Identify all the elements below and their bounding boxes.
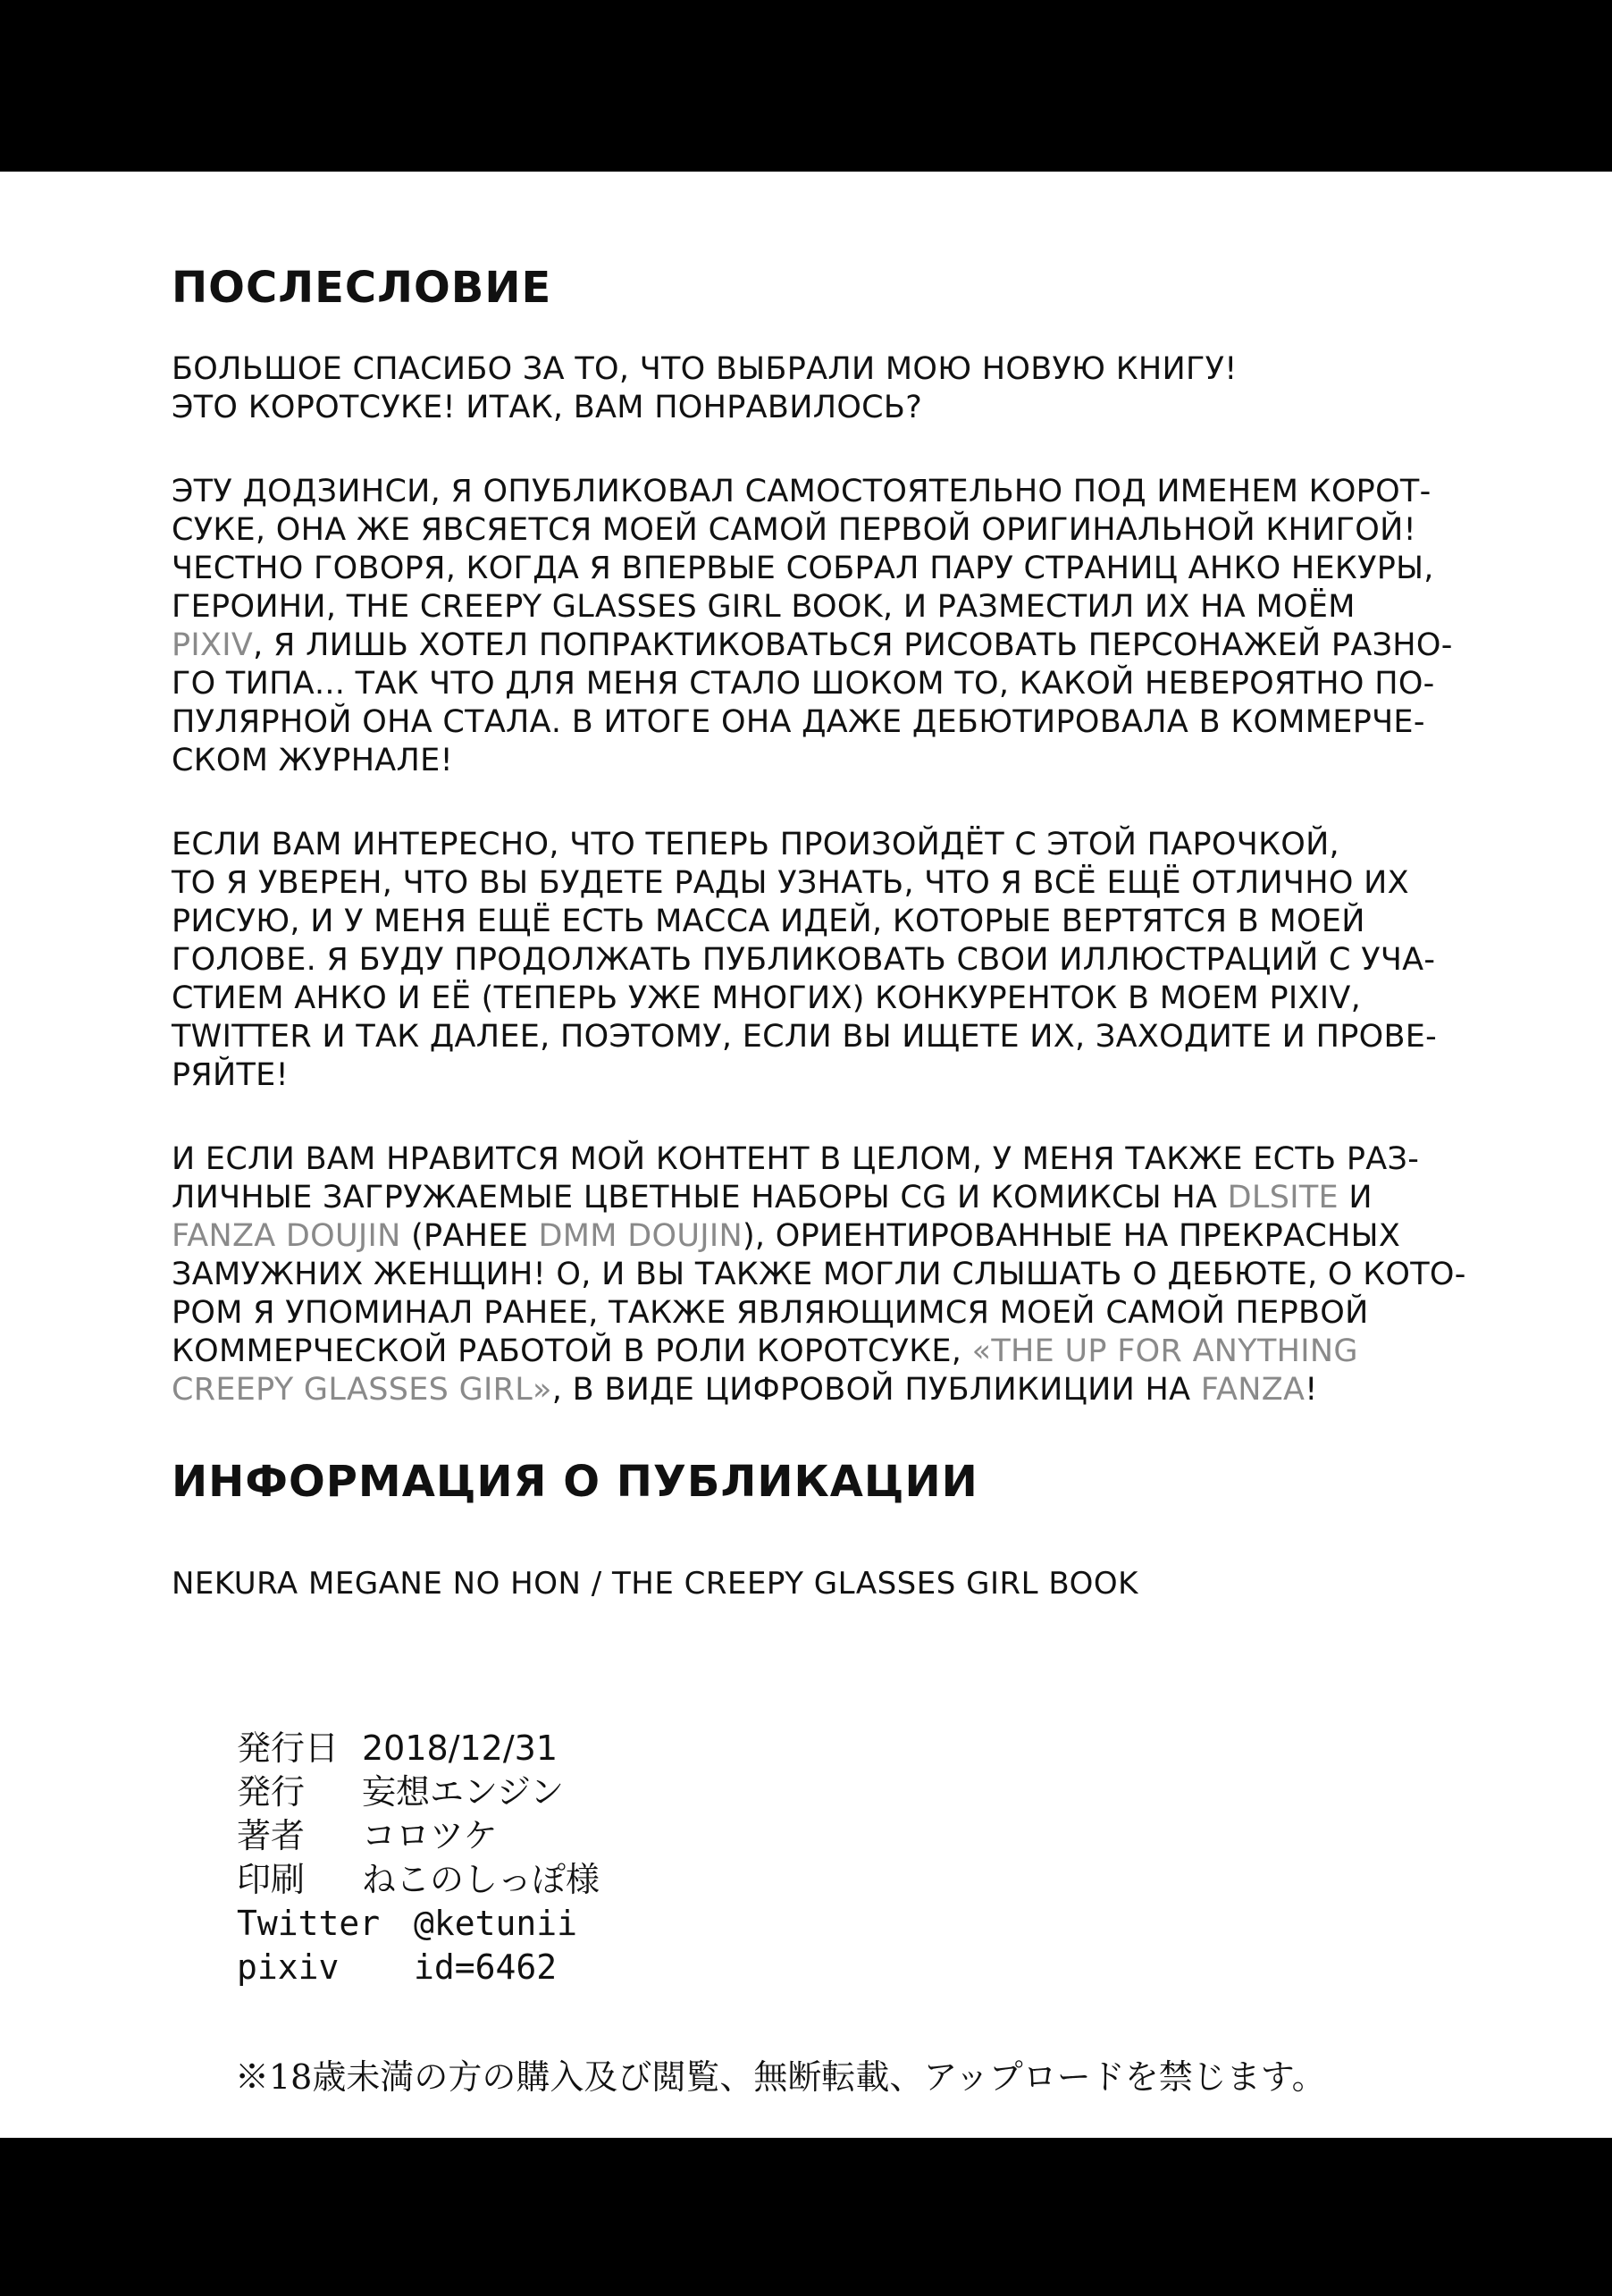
afterword-paragraph-4 xyxy=(172,1140,1530,1409)
fanza-link[interactable]: FANZA xyxy=(1200,1372,1306,1408)
afterword-paragraph-2 xyxy=(172,473,1530,780)
text-line: И ЕСЛИ ВАМ НРАВИТСЯ МОЙ КОНТЕНТ В ЦЕЛОМ, У МЕНЯ ТАКЖЕ ЕСТЬ РАЗ- xyxy=(172,1141,1420,1177)
text-fragment: , Я ЛИШЬ ХОТЕЛ ПОПРАКТИКОВАТЬСЯ РИСОВАТЬ ПЕРСОНАЖЕЙ РАЗНО- xyxy=(253,627,1453,663)
text-line xyxy=(172,1217,1530,1256)
text-line: TWITTER И ТАК ДАЛЕЕ, ПОЭТОМУ, ЕСЛИ ВЫ ИЩЕТЕ ИХ, ЗАХОДИТЕ И ПРОВЕ- xyxy=(172,1019,1438,1055)
debut-book-link[interactable]: «THE UP FOR ANYTHING xyxy=(971,1333,1358,1369)
colophon-row-date xyxy=(237,1727,600,1770)
text-line: ГОЛОВЕ. Я БУДУ ПРОДОЛЖАТЬ ПУБЛИКОВАТЬ СВОИ ИЛЛЮСТРАЦИЙ С УЧА- xyxy=(172,942,1436,978)
text-fragment: (РАНЕЕ xyxy=(400,1218,539,1254)
dlsite-link[interactable]: DLSITE xyxy=(1227,1180,1339,1215)
colophon-value: 2018/12/31 xyxy=(362,1728,558,1768)
text-fragment: ЛИЧНЫЕ ЗАГРУЖАЕМЫЕ ЦВЕТНЫЕ НАБОРЫ CG И КОМИКСЫ НА xyxy=(172,1180,1228,1215)
colophon-value: 妄想エンジン xyxy=(362,1772,565,1812)
text-line: ЭТУ ДОДЗИНСИ, Я ОПУБЛИКОВАЛ САМОСТОЯТЕЛЬНО ПОД ИМЕНЕМ КОРОТ- xyxy=(172,474,1431,509)
text-line: ГО ТИПА... ТАК ЧТО ДЛЯ МЕНЯ СТАЛО ШОКОМ ТО, КАКОЙ НЕВЕРОЯТНО ПО- xyxy=(172,666,1435,702)
text-line xyxy=(172,1333,1530,1371)
top-black-border xyxy=(0,0,1612,172)
text-fragment: ), ОРИЕНТИРОВАННЫЕ НА ПРЕКРАСНЫХ xyxy=(742,1218,1401,1254)
afterword-paragraph-1 xyxy=(172,350,1530,427)
text-line xyxy=(172,1371,1530,1409)
colophon-row-publisher xyxy=(237,1770,600,1814)
colophon xyxy=(237,1727,600,1989)
colophon-row-twitter xyxy=(237,1902,600,1946)
colophon-key: Twitter xyxy=(237,1904,381,1943)
text-line: ЧЕСТНО ГОВОРЯ, КОГДА Я ВПЕРВЫЕ СОБРАЛ ПАРУ СТРАНИЦ АНКО НЕКУРЫ, xyxy=(172,551,1434,586)
text-fragment: ! xyxy=(1305,1372,1318,1408)
text-line: ЭТО КОРОТСУКЕ! ИТАК, ВАМ ПОНРАВИЛОСЬ? xyxy=(172,390,923,425)
text-fragment: , В ВИДЕ ЦИФРОВОЙ ПУБЛИКИЦИИ НА xyxy=(551,1372,1201,1408)
colophon-row-printer xyxy=(237,1858,600,1902)
colophon-key: 発行 xyxy=(237,1772,306,1812)
colophon-row-author xyxy=(237,1814,600,1858)
colophon-key: 発行日 xyxy=(237,1728,340,1768)
page xyxy=(0,172,1612,2138)
debut-book-link-cont[interactable]: CREEPY GLASSES GIRL» xyxy=(172,1372,552,1408)
text-line: РЯЙТЕ! xyxy=(172,1057,289,1093)
colophon-value: コロツケ xyxy=(362,1816,498,1855)
afterword-paragraph-3 xyxy=(172,826,1530,1095)
text-line: РОМ Я УПОМИНАЛ РАНЕЕ, ТАКЖЕ ЯВЛЯЮЩИМСЯ МОЕЙ САМОЙ ПЕРВОЙ xyxy=(172,1295,1369,1331)
text-line: СТИЕМ АНКО И ЕЁ (ТЕПЕРЬ УЖЕ МНОГИХ) КОНКУРЕНТОК В МОЕМ PIXIV, xyxy=(172,980,1362,1016)
text-line: ГЕРОИНИ, THE CREEPY GLASSES GIRL BOOK, И РАЗМЕСТИЛ ИХ НА МОЁМ xyxy=(172,589,1356,625)
text-fragment: КОММЕРЧЕСКОЙ РАБОТОЙ В РОЛИ КОРОТСУКЕ, xyxy=(172,1333,972,1369)
text-line: РИСУЮ, И У МЕНЯ ЕЩЁ ЕСТЬ МАССА ИДЕЙ, КОТОРЫЕ ВЕРТЯТСЯ В МОЕЙ xyxy=(172,904,1365,939)
publication-info-title: ИНФОРМАЦИЯ О ПУБЛИКАЦИИ xyxy=(172,1457,978,1507)
pixiv-id[interactable]: id=6462 xyxy=(414,1947,558,1987)
text-line: СУКЕ, ОНА ЖЕ ЯВСЯЕТСЯ МОЕЙ САМОЙ ПЕРВОЙ ОРИГИНАЛЬНОЙ КНИГОЙ! xyxy=(172,512,1416,548)
text-line xyxy=(172,1179,1530,1217)
bottom-black-border xyxy=(0,2138,1612,2296)
twitter-handle[interactable]: @ketunii xyxy=(414,1904,578,1943)
content-column xyxy=(172,261,1530,1602)
book-title: NEKURA MEGANE NO HON / THE CREEPY GLASSES GIRL BOOK xyxy=(172,1566,1138,1602)
colophon-value: ねこのしっぽ様 xyxy=(362,1860,600,1899)
age-restriction-notice: ※18歳未満の方の購入及び閲覧、無断転載、アップロードを禁じます。 xyxy=(235,2057,1326,2097)
text-line xyxy=(172,627,1530,665)
text-line: БОЛЬШОЕ СПАСИБО ЗА ТО, ЧТО ВЫБРАЛИ МОЮ НОВУЮ КНИГУ! xyxy=(172,351,1238,387)
colophon-row-pixiv xyxy=(237,1946,600,1989)
text-line: ТО Я УВЕРЕН, ЧТО ВЫ БУДЕТЕ РАДЫ УЗНАТЬ, ЧТО Я ВСЁ ЕЩЁ ОТЛИЧНО ИХ xyxy=(172,865,1409,901)
colophon-key: 印刷 xyxy=(237,1860,306,1899)
text-fragment: И xyxy=(1338,1180,1373,1215)
text-line: ПУЛЯРНОЙ ОНА СТАЛА. В ИТОГЕ ОНА ДАЖЕ ДЕБЮТИРОВАЛА В КОММЕРЧЕ- xyxy=(172,704,1425,740)
colophon-key: 著者 xyxy=(237,1816,306,1855)
text-line: СКОМ ЖУРНАЛЕ! xyxy=(172,743,453,778)
text-line: ЗАМУЖНИХ ЖЕНЩИН! О, И ВЫ ТАКЖЕ МОГЛИ СЛЫШАТЬ О ДЕБЮТЕ, О КОТО- xyxy=(172,1257,1466,1292)
afterword-title: ПОСЛЕСЛОВИЕ xyxy=(172,263,552,313)
fanza-doujin-link[interactable]: FANZA DOUJIN xyxy=(172,1218,401,1254)
text-line: ЕСЛИ ВАМ ИНТЕРЕСНО, ЧТО ТЕПЕРЬ ПРОИЗОЙДЁТ С ЭТОЙ ПАРОЧКОЙ, xyxy=(172,827,1339,862)
pixiv-link[interactable]: PIXIV xyxy=(172,627,254,663)
dmm-doujin-link[interactable]: DMM DOUJIN xyxy=(538,1218,743,1254)
colophon-key: pixiv xyxy=(237,1947,340,1987)
